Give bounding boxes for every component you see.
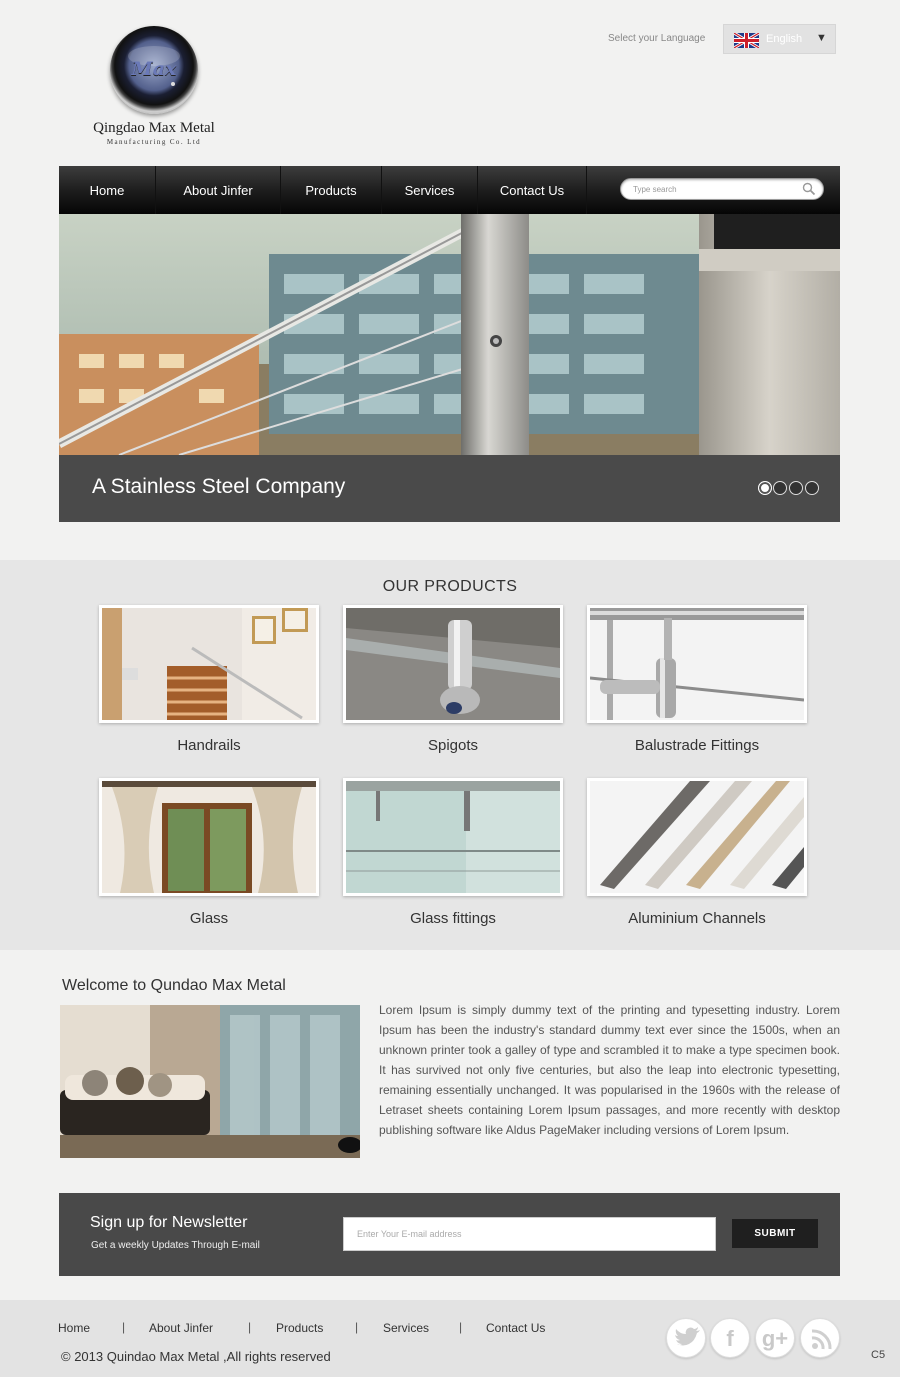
product-label[interactable]: Glass (189, 910, 229, 927)
product-label[interactable]: Spigots (427, 737, 479, 754)
nav-products[interactable]: Products (305, 183, 357, 198)
product-card-handrails[interactable] (99, 605, 319, 754)
product-image[interactable] (587, 778, 807, 896)
dropdown-arrow-icon: ▼ (816, 32, 827, 44)
welcome-title: Welcome to Qundao Max Metal (62, 977, 286, 994)
product-card-aluminium[interactable] (587, 778, 807, 927)
hero-caption: A Stainless Steel Company (92, 475, 346, 498)
copyright: © 2013 Quindao Max Metal ,All rights reserved (61, 1349, 331, 1364)
facebook-icon[interactable]: f (710, 1318, 750, 1358)
company-subtitle: Manufacturing Co. Ltd (106, 138, 202, 146)
product-card-glass[interactable] (99, 778, 319, 927)
twitter-icon[interactable] (666, 1318, 706, 1358)
products-title: OUR PRODUCTS (382, 578, 518, 595)
footer-separator: | (355, 1320, 359, 1334)
footer-link-about[interactable]: About Jinfer (149, 1321, 214, 1335)
product-image[interactable] (99, 778, 319, 896)
footer-separator: | (459, 1320, 463, 1334)
product-card-spigots[interactable] (343, 605, 563, 754)
product-label[interactable]: Balustrade Fittings (634, 737, 760, 754)
logo[interactable] (88, 26, 228, 150)
language-label: Select your Language (608, 33, 706, 44)
product-label[interactable]: Handrails (177, 737, 241, 754)
newsletter-title: Sign up for Newsletter (90, 1214, 248, 1231)
email-field[interactable] (343, 1217, 716, 1251)
product-image[interactable] (99, 605, 319, 723)
language-select[interactable] (723, 24, 836, 54)
submit-button[interactable]: SUBMIT (732, 1219, 818, 1248)
slider-dot-4[interactable] (805, 481, 819, 495)
company-name: Qingdao Max Metal (93, 120, 215, 136)
rss-icon[interactable] (800, 1318, 840, 1358)
footer-link-home[interactable]: Home (58, 1321, 91, 1335)
product-label[interactable]: Aluminium Channels (628, 910, 766, 927)
hero-image (59, 214, 840, 455)
hero-caption-bar (59, 455, 840, 522)
products-section (0, 560, 900, 950)
nav-divider (586, 166, 587, 214)
google-plus-icon[interactable]: g+ (755, 1318, 795, 1358)
nav-services[interactable]: Services (404, 183, 455, 198)
language-value: English (766, 33, 803, 45)
slider-dot-1[interactable] (758, 481, 772, 495)
slider-dot-3[interactable] (789, 481, 803, 495)
newsletter-subtitle: Get a weekly Updates Through E-mail (91, 1240, 260, 1251)
newsletter-section (59, 1193, 840, 1276)
product-label[interactable]: Glass fittings (410, 910, 496, 927)
uk-flag-icon (734, 33, 759, 48)
search-input[interactable] (633, 182, 793, 197)
nav-home[interactable]: Home (89, 183, 125, 198)
footer-link-products[interactable]: Products (276, 1321, 324, 1335)
logo-text: Max (131, 58, 177, 80)
product-image[interactable] (343, 605, 563, 723)
search-box (620, 178, 824, 200)
footer-separator: | (248, 1320, 252, 1334)
footer-link-contact[interactable]: Contact Us (486, 1321, 546, 1335)
product-card-balustrade[interactable] (587, 605, 807, 754)
search-icon[interactable] (802, 182, 816, 196)
nav-contact[interactable]: Contact Us (499, 183, 565, 198)
nav-about[interactable]: About Jinfer (183, 183, 253, 198)
product-image[interactable] (587, 605, 807, 723)
welcome-text: Lorem Ipsum is simply dummy text of the printing and typesetting industry. Lorem Ipsum has been the industry's standard dummy text ever since the 1500s, when an unknown printer took a galley of type and scrambled it to make a type specimen book. It has survived not only five centuries, but also the leap into electronic typesetting, remaining essentially unchanged. It was popularised in the 1960s with the release of Letraset sheets containing Lorem Ipsum passages, and more recently with desktop publishing software like Aldus PageMaker including versions of Lorem Ipsum. (379, 1003, 840, 1137)
main-nav (59, 166, 840, 214)
footer (0, 1300, 900, 1377)
product-image[interactable] (343, 778, 563, 896)
footer-separator: | (122, 1320, 126, 1334)
product-card-glass-fittings[interactable] (343, 778, 563, 927)
corner-text: C5 (871, 1349, 886, 1361)
welcome-image (60, 1005, 360, 1158)
slider-dot-2[interactable] (773, 481, 787, 495)
footer-link-services[interactable]: Services (383, 1321, 430, 1335)
